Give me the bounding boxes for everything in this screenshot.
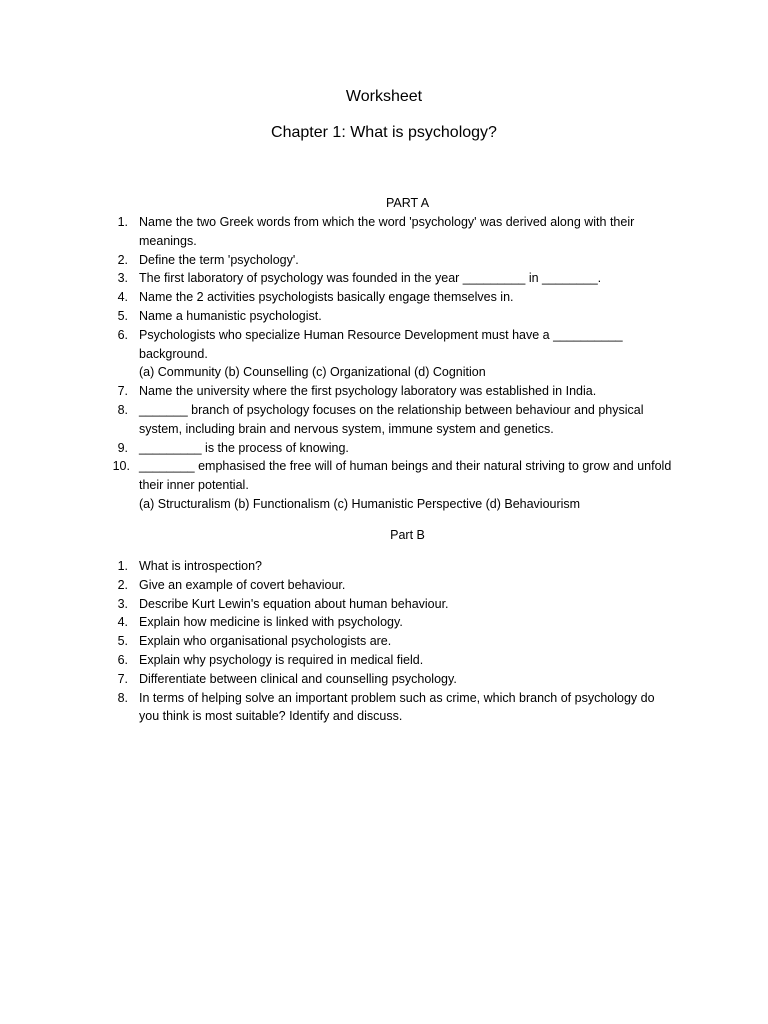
question-text: Name the two Greek words from which the word 'psychology' was derived along with their meanings. <box>139 215 635 248</box>
part-b-question-7 <box>112 670 672 689</box>
part-b-question-4 <box>112 613 672 632</box>
question-number: 6. <box>117 652 128 667</box>
worksheet-title: Worksheet <box>345 88 423 105</box>
question-number: 4. <box>117 615 128 630</box>
question-number: 9. <box>117 440 128 455</box>
question-number: 5. <box>117 308 128 323</box>
part-a-question-5 <box>112 307 672 326</box>
question-text: Give an example of covert behaviour. <box>139 577 346 592</box>
chapter-title: Chapter 1: What is psychology? <box>271 124 497 141</box>
question-text: Define the term 'psychology'. <box>139 252 299 267</box>
question-text: In terms of helping solve an important problem such as crime, which branch of psychology do you think is most suitable? Identify and discuss. <box>139 690 655 724</box>
part-a-question-10-options: (a) Structuralism (b) Functionalism (c) Humanistic Perspective (d) Behaviourism <box>139 496 581 511</box>
question-number: 3. <box>117 596 128 611</box>
question-text: The first laboratory of psychology was founded in the year _________ in ________. <box>139 271 602 286</box>
question-number: 5. <box>117 634 128 649</box>
question-number: 8. <box>117 690 128 705</box>
question-text: Name the 2 activities psychologists basically engage themselves in. <box>139 290 514 305</box>
question-text: Differentiate between clinical and counselling psychology. <box>139 671 457 686</box>
question-number: 7. <box>117 671 128 686</box>
part-a-question-1 <box>112 213 672 251</box>
question-number: 7. <box>117 384 128 399</box>
question-number: 3. <box>117 271 128 286</box>
part-b-question-8 <box>112 689 672 727</box>
question-text: What is introspection? <box>139 559 262 573</box>
part-b-question-list <box>112 557 672 726</box>
question-number: 8. <box>117 402 128 417</box>
question-text: Explain who organisational psychologists are. <box>139 634 392 649</box>
part-b-question-1 <box>112 557 672 576</box>
question-number: 2. <box>117 252 128 267</box>
part-b-heading: Part B <box>390 528 425 542</box>
question-number: 1. <box>117 559 128 573</box>
question-text: Name the university where the first psychology laboratory was established in India. <box>139 384 597 399</box>
question-text: _________ is the process of knowing. <box>139 440 349 455</box>
part-a-question-10 <box>112 457 672 495</box>
part-b-question-2 <box>112 576 672 595</box>
part-a-question-2 <box>112 251 672 270</box>
part-a-heading: PART A <box>385 196 430 210</box>
part-a-question-9 <box>112 439 672 458</box>
question-number: 4. <box>117 290 128 305</box>
question-text: Psychologists who specialize Human Resource Development must have a __________ background. <box>139 327 623 361</box>
question-text: Explain how medicine is linked with psychology. <box>139 615 403 630</box>
part-a-question-3 <box>112 269 672 288</box>
question-text: Name a humanistic psychologist. <box>139 308 322 323</box>
part-a-question-list <box>112 213 672 514</box>
question-text: ________ emphasised the free will of human beings and their natural striving to grow and unfold their inner potential. <box>139 459 672 493</box>
question-number: 1. <box>117 215 128 229</box>
question-text: _______ branch of psychology focuses on the relationship between behaviour and physical system, including brain and nervous system, immune system and genetics. <box>139 402 644 436</box>
question-number: 10. <box>112 459 130 474</box>
question-number: 6. <box>117 327 128 342</box>
question-text: Describe Kurt Lewin's equation about human behaviour. <box>139 596 449 611</box>
question-text: Explain why psychology is required in medical field. <box>139 652 424 667</box>
part-a-question-7 <box>112 382 672 401</box>
part-b-question-6 <box>112 651 672 670</box>
part-a-question-6-options: (a) Community (b) Counselling (c) Organizational (d) Cognition <box>139 365 486 380</box>
part-a-question-6 <box>112 326 672 364</box>
part-b-question-3 <box>112 595 672 614</box>
question-number: 2. <box>117 577 128 592</box>
part-b-question-5 <box>112 632 672 651</box>
part-a-question-4 <box>112 288 672 307</box>
part-a-question-8 <box>112 401 672 439</box>
